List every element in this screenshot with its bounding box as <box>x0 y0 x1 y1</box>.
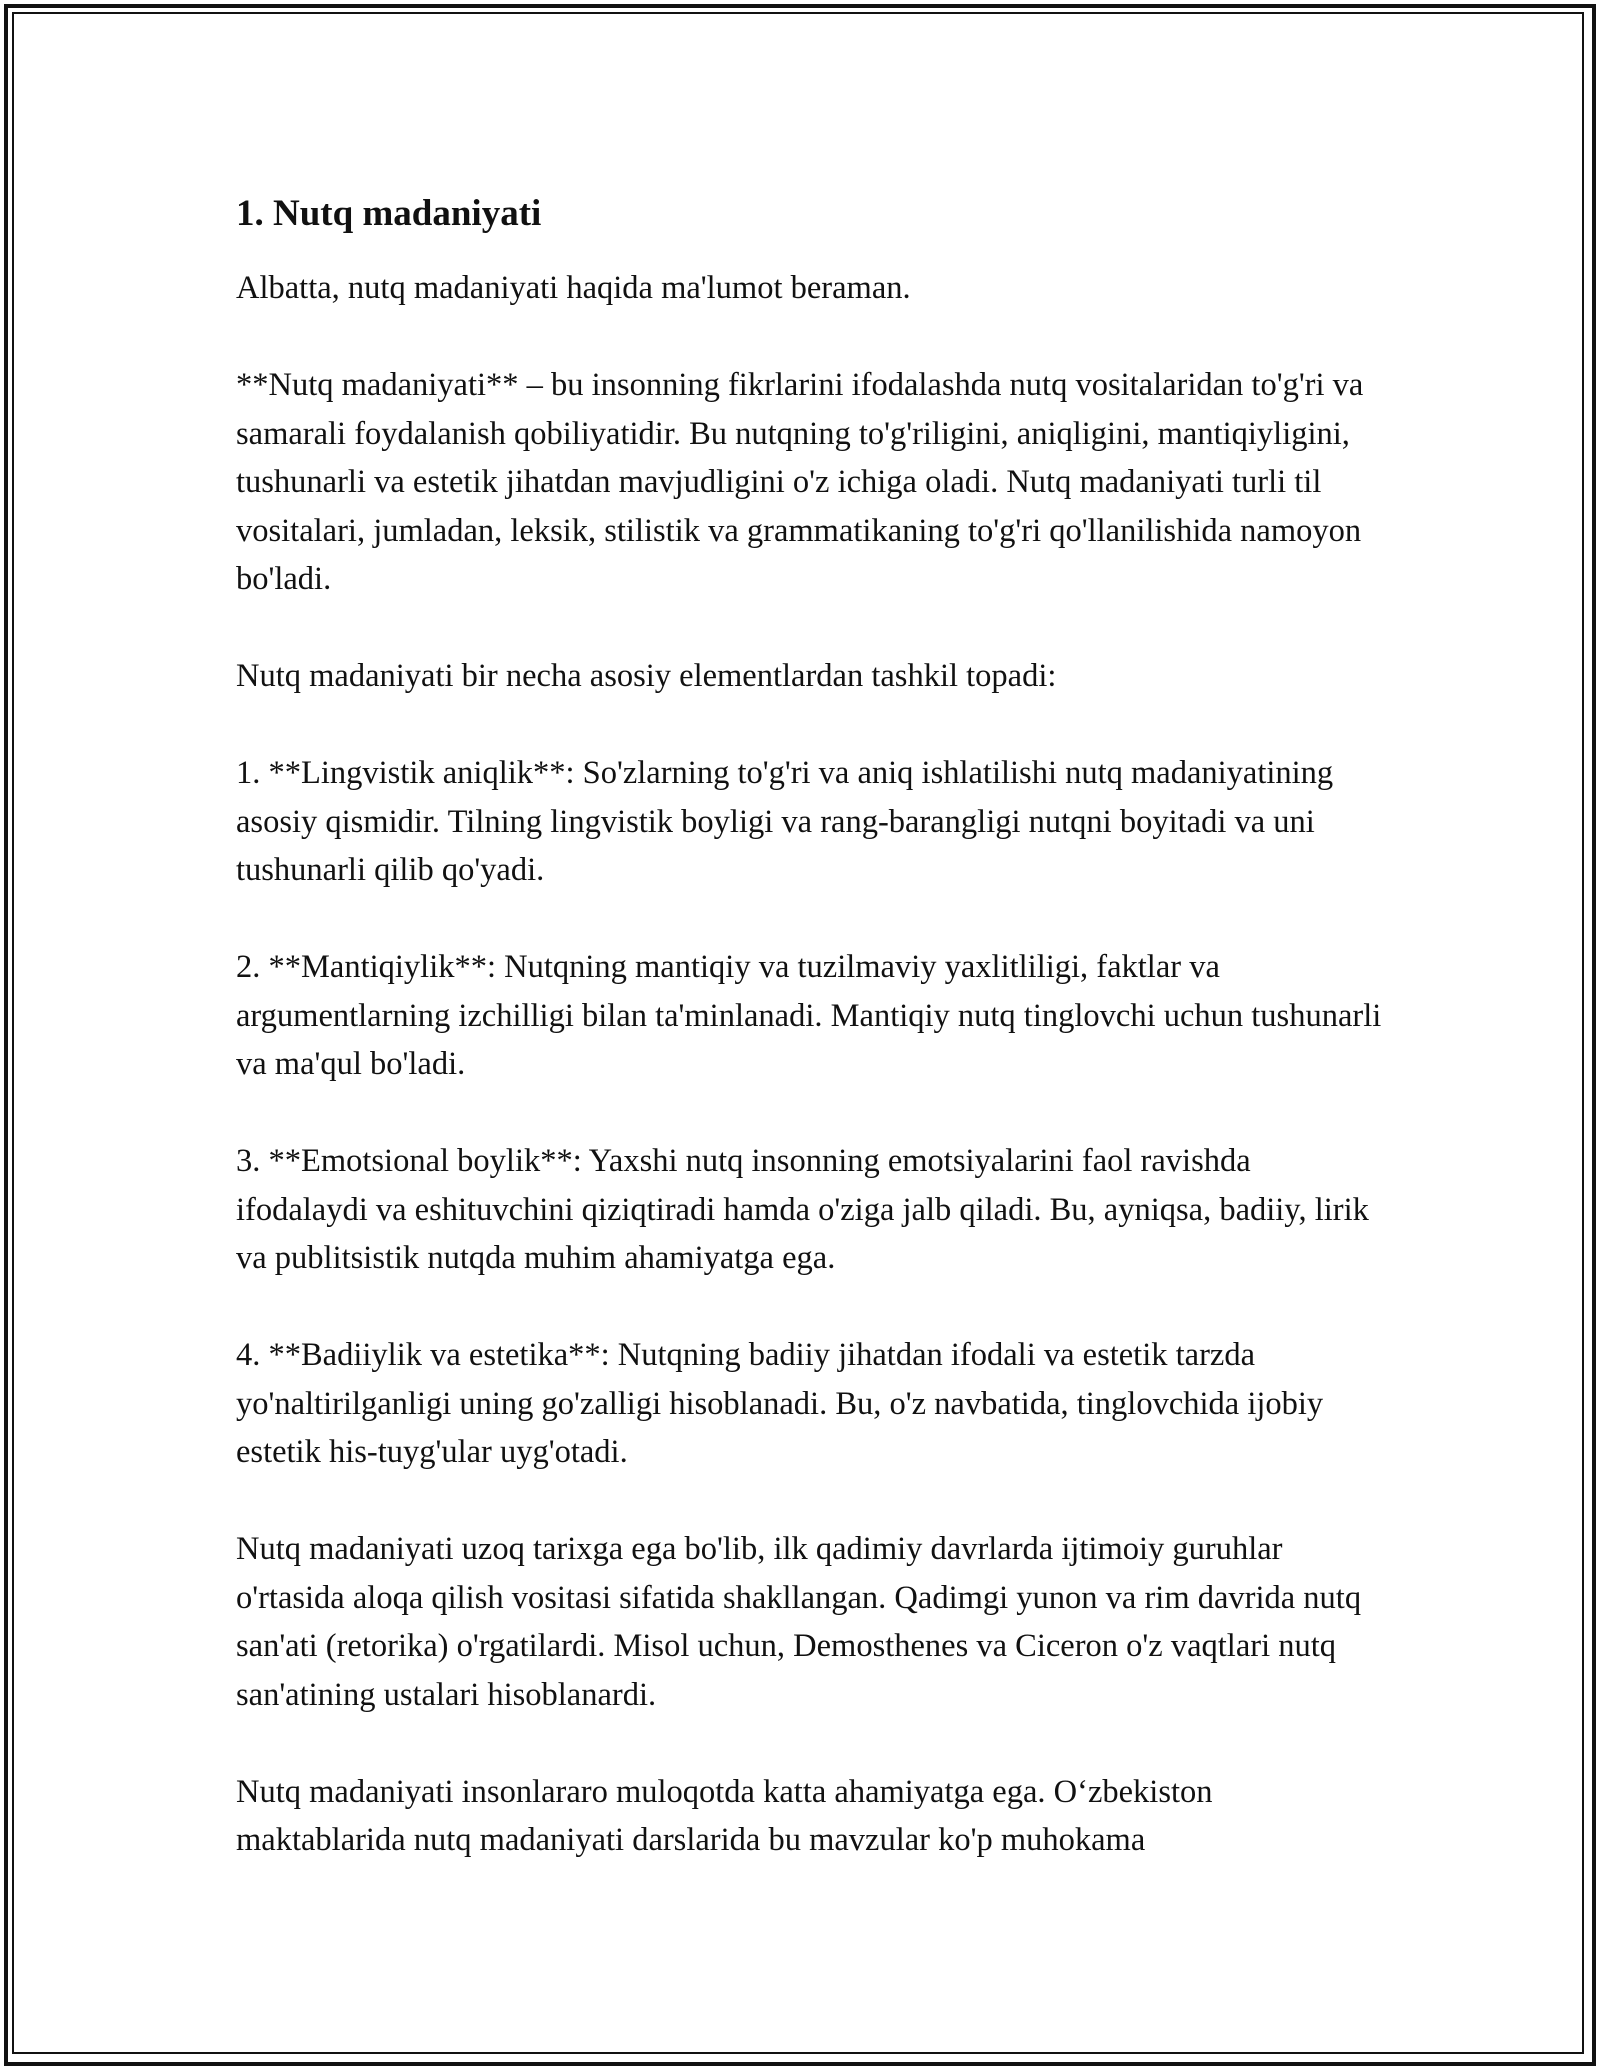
definition-paragraph: **Nutq madaniyati** – bu insonning fikrlarini ifodalashda nutq vositalaridan to'g'ri va samarali foydalanish qobiliyatidir. Bu nutqning to'g'riligini, aniqligini, mantiqiyligini, tushunarli va estetik jihatdan mavjudligini o'z ichiga oladi. Nutq madaniyati turli til vositalari, jumladan, leksik, stilistik va grammatikaning to'g'ri qo'llanilishida namoyon bo'ladi. <box>236 367 1364 597</box>
intro-paragraph: Albatta, nutq madaniyati haqida ma'lumot beraman. <box>236 270 911 306</box>
document-heading: 1. Nutq madaniyati <box>236 193 542 234</box>
list-item-emotsional-boylik: 3. **Emotsional boylik**: Yaxshi nutq insonning emotsiyalarini faol ravishda ifodalaydi va eshituvchini qiziqtiradi hamda o'ziga jalb qiladi. Bu, ayniqsa, badiiy, lirik va publitsistik nutqda muhim ahamiyatga ega. <box>236 1143 1369 1276</box>
list-item-badiiylik-va-estetika: 4. **Badiiylik va estetika**: Nutqning badiiy jihatdan ifodali va estetik tarzda yo'naltirilganligi uning go'zalligi hisoblanadi. Bu, o'z navbatida, tinglovchida ijobiy estetik his-tuyg'ular uyg'otadi. <box>236 1337 1324 1470</box>
list-item-lingvistik-aniqlik: 1. **Lingvistik aniqlik**: So'zlarning to'g'ri va aniq ishlatilishi nutq madaniyatining asosiy qismidir. Tilning lingvistik boyligi va rang-barangligi nutqni boyitadi va uni tushunarli qilib qo'yadi. <box>236 755 1334 888</box>
history-paragraph: Nutq madaniyati uzoq tarixga ega bo'lib, ilk qadimiy davrlarda ijtimoiy guruhlar o'rtasida aloqa qilish vositasi sifatida shakllangan. Qadimgi yunon va rim davrida nutq san'ati (retorika) o'rgatilardi. Misol uchun, Demosthenes va Ciceron o'z vaqtlari nutq san'atining ustalari hisoblanardi. <box>236 1531 1362 1713</box>
elements-intro-paragraph: Nutq madaniyati bir necha asosiy elementlardan tashkil topadi: <box>236 658 1057 694</box>
closing-paragraph: Nutq madaniyati insonlararo muloqotda katta ahamiyatga ega. O‘zbekiston maktablarida nutq madaniyati darslarida bu mavzular ko'p muhokama <box>236 1773 1213 1858</box>
list-item-mantiqiylik: 2. **Mantiqiylik**: Nutqning mantiqiy va tuzilmaviy yaxlitliligi, faktlar va argumentlarning izchilligi bilan ta'minlanadi. Mantiqiy nutq tinglovchi uchun tushunarli va ma'qul bo'ladi. <box>236 949 1382 1082</box>
document-body <box>236 182 1386 1913</box>
